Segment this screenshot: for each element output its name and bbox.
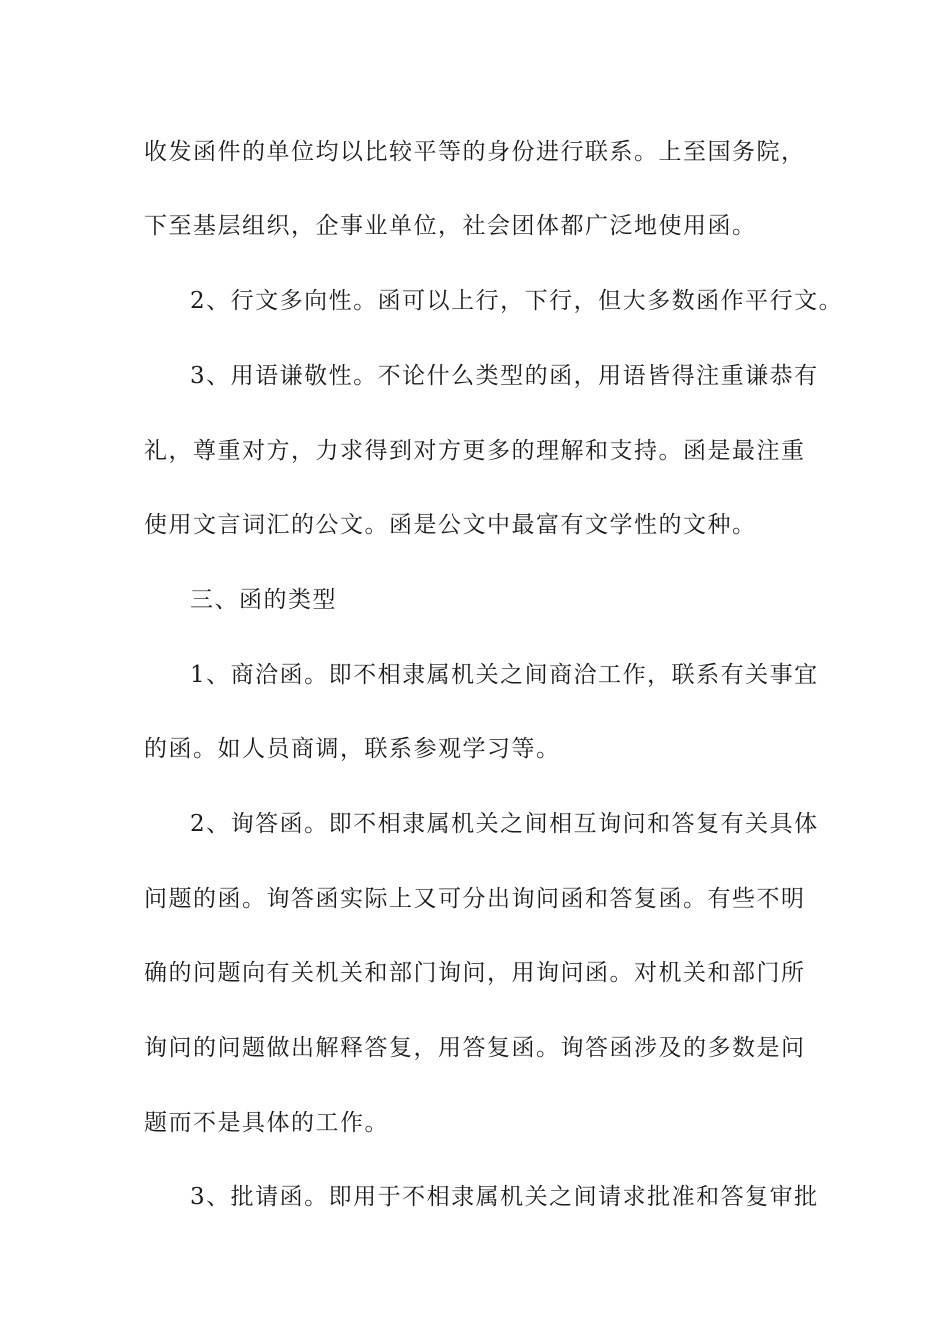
paragraph-line: 的函。如人员商调，联系参观学习等。	[144, 736, 561, 762]
paragraph-line: 询问的问题做出解释答复，用答复函。询答函涉及的多数是问	[144, 1035, 806, 1061]
paragraph-line: 使用文言词汇的公文。函是公文中最富有文学性的文种。	[144, 512, 757, 538]
paragraph-line: 1、商洽函。即不相隶属机关之间商洽工作，联系有关事宜	[190, 662, 819, 688]
paragraph-line: 3、用语谦敬性。不论什么类型的函，用语皆得注重谦恭有	[190, 363, 819, 389]
paragraph-line: 问题的函。询答函实际上又可分出询问函和答复函。有些不明	[144, 886, 806, 912]
paragraph-line: 确的问题向有关机关和部门询问，用询问函。对机关和部门所	[144, 960, 806, 986]
paragraph-line: 礼，尊重对方，力求得到对方更多的理解和支持。函是最注重	[144, 438, 806, 464]
paragraph-line: 2、询答函。即不相隶属机关之间相互询问和答复有关具体	[190, 811, 819, 837]
paragraph-line: 题而不是具体的工作。	[144, 1110, 389, 1136]
paragraph-line: 2、行文多向性。函可以上行，下行，但大多数函作平行文。	[190, 288, 844, 314]
paragraph-line: 下至基层组织，企事业单位，社会团体都广泛地使用函。	[144, 213, 757, 239]
paragraph-line: 收发函件的单位均以比较平等的身份进行联系。上至国务院，	[144, 139, 806, 165]
paragraph-line: 3、批请函。即用于不相隶属机关之间请求批准和答复审批	[190, 1184, 819, 1210]
section-heading: 三、函的类型	[190, 587, 337, 613]
